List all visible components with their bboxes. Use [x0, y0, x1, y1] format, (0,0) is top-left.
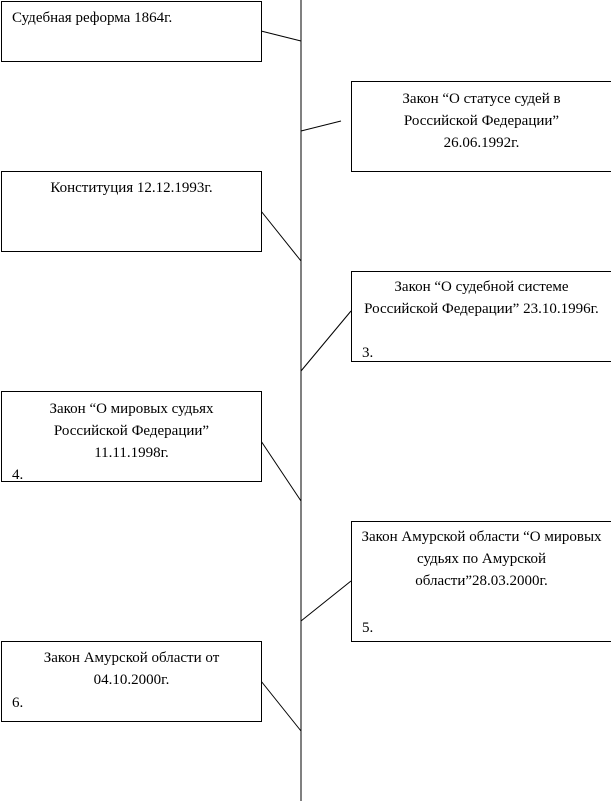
connector-7 [261, 681, 301, 731]
event-text: Закон “О статусе судей в Российской Федерации” 26.06.1992г. [402, 91, 561, 151]
connector-4 [301, 311, 351, 371]
event-text: Судебная реформа 1864г. [12, 10, 173, 26]
event-number: 5. [362, 620, 374, 636]
event-number: 3. [362, 345, 374, 361]
event-number: 6. [12, 695, 24, 711]
event-box-constitution-1993 [1, 171, 262, 252]
connector-5 [261, 441, 301, 501]
event-number: 4. [12, 467, 24, 483]
event-text: Закон “О судебной системе Российской Федерации” 23.10.1996г. [364, 279, 599, 317]
event-text: Закон “О мировых судьях Российской Федерации” 11.11.1998г. [49, 401, 214, 461]
event-box-law-judicial-system-1996 [351, 271, 611, 362]
connector-3 [261, 211, 301, 261]
event-box-law-justices-peace-1998 [1, 391, 262, 482]
event-box-law-judges-status-1992 [351, 81, 611, 172]
connector-2 [301, 121, 341, 131]
event-box-judicial-reform-1864 [1, 1, 262, 62]
event-box-amur-law-justices-peace-2000 [351, 521, 611, 642]
event-text: Закон Амурской области от 04.10.2000г. [43, 650, 220, 688]
event-box-amur-law-2000-10-04 [1, 641, 262, 722]
connector-1 [261, 31, 301, 41]
event-text: Закон Амурской области “О мировых судьях по Амурской области”28.03.2000г. [361, 529, 602, 589]
event-text: Конституция 12.12.1993г. [50, 180, 213, 196]
connector-6 [301, 581, 351, 621]
